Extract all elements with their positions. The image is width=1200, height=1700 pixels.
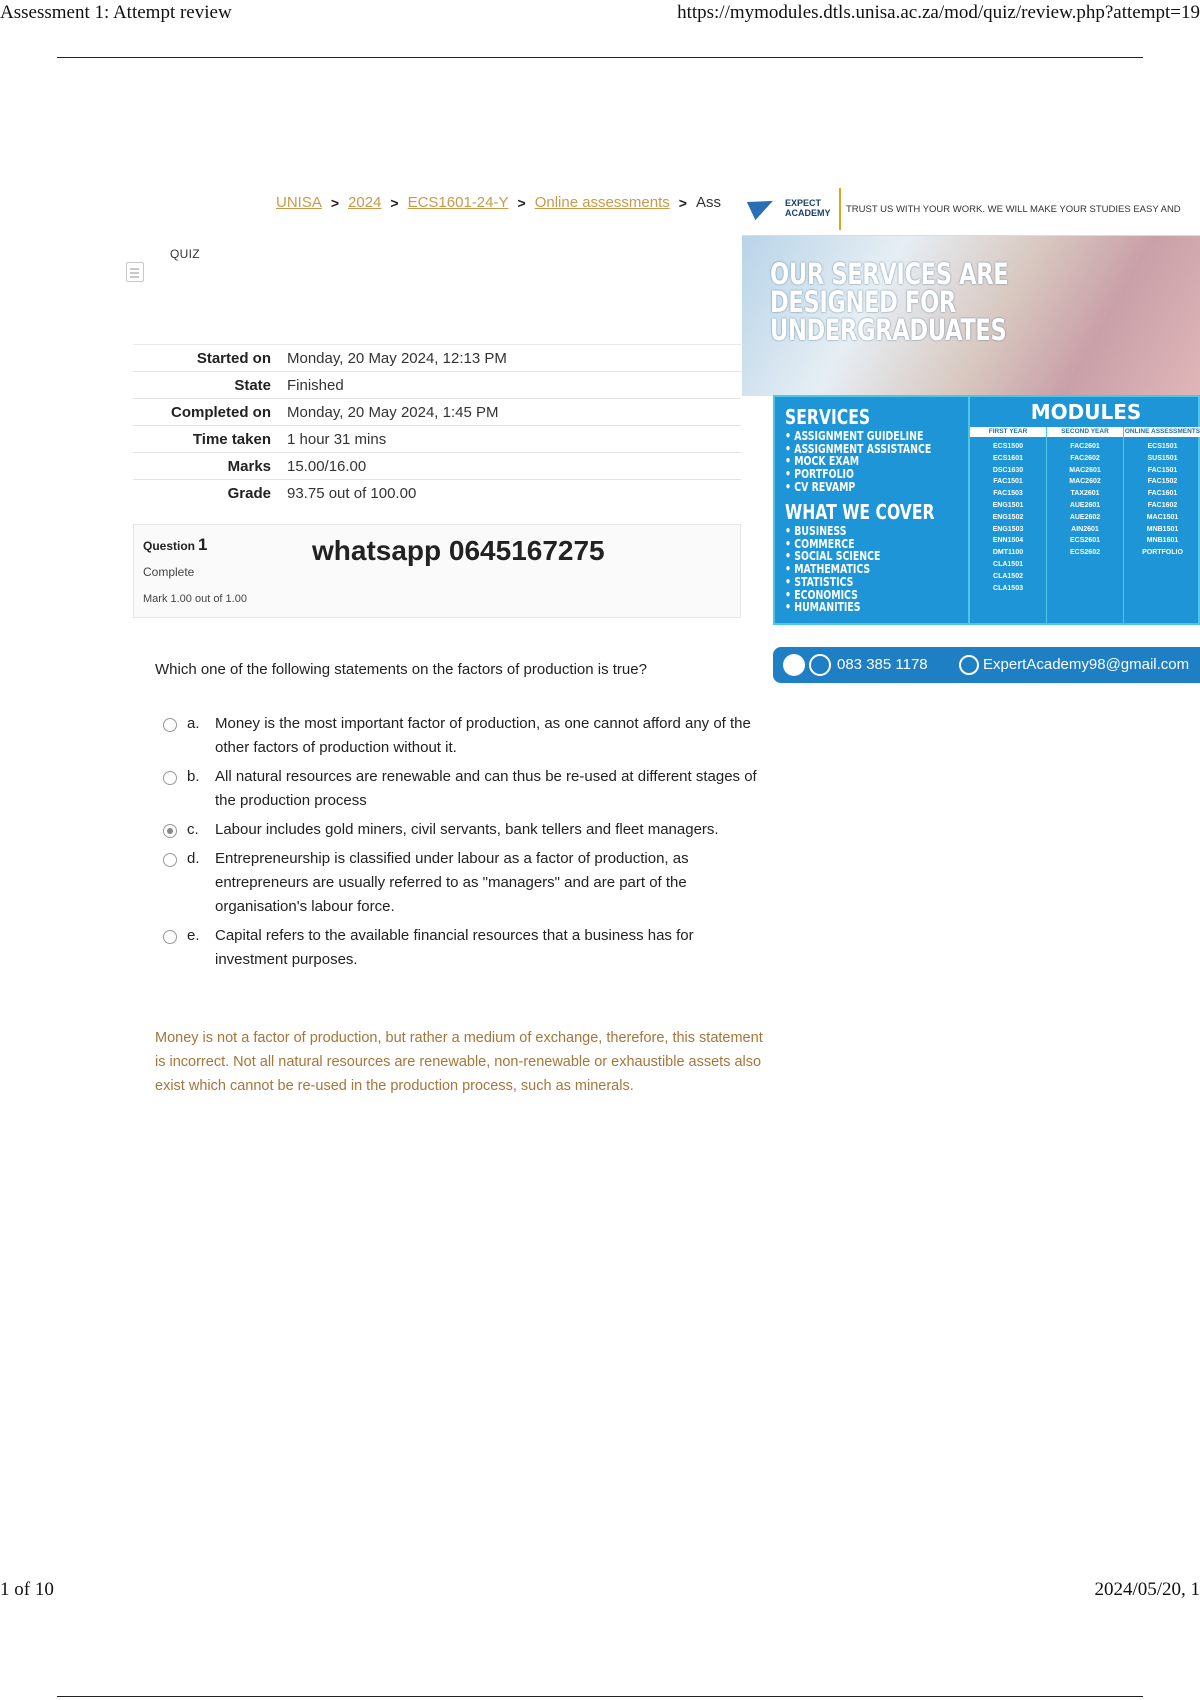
advert-phone: 083 385 1178 — [837, 656, 928, 673]
summary-value: Finished — [287, 376, 344, 394]
modules-columns — [970, 427, 1200, 623]
chevron-right-icon: > — [517, 194, 526, 211]
answer-feedback: Money is not a factor of production, but rather a medium of exchange, therefore, this statement is incorrect. Not all natural resources are renewable, non-renewable or exhaustible assets also exist which cannot be re-used in the production process, such as minerals. — [155, 1030, 763, 1094]
radio-button[interactable] — [163, 853, 177, 867]
answer-option-c[interactable] — [163, 818, 763, 842]
option-text: Entrepreneurship is classified under labour as a factor of production, as entrepreneurs are usually referred to as "managers" and are part of the organisation's labour force. — [215, 850, 689, 915]
module-code: FAC1602 — [1147, 501, 1178, 509]
summary-label: Time taken — [192, 430, 271, 448]
summary-row — [133, 425, 741, 452]
option-letter: c. — [187, 821, 199, 838]
option-letter: a. — [187, 715, 200, 732]
radio-button[interactable] — [163, 930, 177, 944]
advert-headline: OUR SERVICES ARE DESIGNED FOR UNDERGRADUATES — [770, 257, 1009, 347]
module-code: ENG1503 — [992, 525, 1024, 533]
module-code: ENN1504 — [992, 537, 1024, 545]
modules-column-header: ONLINE ASSESSMENTS — [1124, 428, 1200, 435]
module-code: ECS2601 — [1070, 537, 1100, 545]
module-code: MAC1501 — [1146, 513, 1179, 521]
summary-row — [133, 398, 741, 425]
phone-icon — [783, 654, 805, 676]
module-code: AUE2602 — [1069, 513, 1101, 521]
paper-plane-icon — [747, 192, 777, 220]
module-code: AIN2601 — [1071, 525, 1099, 533]
modules-column — [970, 427, 1047, 623]
pdf-header-url: https://mymodules.dtls.unisa.ac.za/mod/quiz/review.php?attempt=19 — [677, 2, 1200, 23]
chevron-right-icon: > — [390, 194, 399, 211]
service-item: • CV REVAMP — [785, 479, 856, 494]
question-number-value: 1 — [198, 535, 208, 554]
module-code: PORTFOLIO — [1142, 549, 1183, 557]
summary-row — [133, 371, 741, 398]
modules-table — [968, 397, 1200, 623]
option-letter: d. — [187, 850, 200, 867]
module-code: ECS2602 — [1070, 549, 1100, 557]
summary-row — [133, 344, 741, 371]
footer-rule — [57, 1696, 1143, 1697]
radio-button[interactable] — [163, 771, 177, 785]
answer-option-d[interactable] — [163, 847, 763, 919]
option-letter: b. — [187, 768, 200, 785]
answer-options — [163, 712, 763, 977]
option-letter: e. — [187, 927, 200, 944]
cover-item: • SOCIAL SCIENCE — [785, 549, 881, 564]
breadcrumb-current: Ass — [695, 194, 721, 211]
cover-item: • COMMERCE — [785, 536, 855, 551]
module-code: FAC2602 — [1070, 454, 1100, 462]
mail-icon — [959, 655, 979, 675]
module-code: AUE2601 — [1069, 501, 1101, 509]
module-code: FAC1503 — [993, 490, 1023, 498]
advert-contact-bar — [773, 647, 1200, 683]
whatsapp-icon — [809, 654, 831, 676]
answer-option-e[interactable] — [163, 924, 763, 972]
module-code: FAC2601 — [1070, 443, 1100, 450]
breadcrumb-unisa[interactable]: UNISA — [276, 194, 322, 211]
pdf-header-title: Assessment 1: Attempt review — [0, 2, 232, 23]
module-code: FAC1501 — [993, 478, 1023, 486]
divider — [839, 188, 841, 230]
quiz-label: QUIZ — [170, 247, 200, 261]
cover-item: • MATHEMATICS — [785, 562, 871, 577]
pdf-footer-page: 1 of 10 — [0, 1579, 54, 1600]
option-text: All natural resources are renewable and can thus be re-used at different stages of the production process — [215, 768, 757, 809]
module-code: CLA1503 — [993, 584, 1023, 592]
summary-value: 93.75 out of 100.00 — [287, 484, 417, 502]
summary-value: Monday, 20 May 2024, 12:13 PM — [287, 349, 507, 367]
modules-column — [1124, 427, 1200, 623]
question-label: Question — [143, 539, 196, 553]
quiz-icon — [126, 262, 144, 282]
services-list — [785, 430, 931, 494]
cover-item: • BUSINESS — [785, 524, 847, 538]
option-text: Labour includes gold miners, civil servants, bank tellers and fleet managers. — [215, 821, 719, 838]
breadcrumb-online-assessments[interactable]: Online assessments — [534, 194, 670, 211]
cover-list — [785, 525, 880, 614]
advert-banner — [742, 182, 1200, 688]
chevron-right-icon: > — [678, 194, 687, 211]
advert-tagline: TRUST US WITH YOUR WORK. WE WILL MAKE YOUR STUDIES EASY AND — [846, 204, 1181, 215]
modules-title: MODULES — [1030, 400, 1142, 424]
module-code: ECS1501 — [1147, 443, 1178, 450]
whatsapp-overlay: whatsapp 0645167275 — [312, 535, 605, 566]
module-code: FAC1501 — [1147, 466, 1178, 474]
summary-value: Monday, 20 May 2024, 1:45 PM — [287, 403, 499, 421]
advert-top-bar — [742, 182, 1200, 236]
module-code: ENG1501 — [992, 501, 1024, 509]
service-item: • ASSIGNMENT GUIDELINE — [785, 429, 924, 443]
pdf-footer-date: 2024/05/20, 1 — [1094, 1579, 1200, 1600]
summary-row — [133, 452, 741, 479]
services-title: SERVICES — [785, 405, 871, 429]
module-code: TAX2601 — [1070, 490, 1100, 498]
module-code: FAC1502 — [1147, 478, 1178, 486]
advert-email: ExpertAcademy98@gmail.com — [983, 656, 1190, 673]
service-item: • MOCK EXAM — [785, 454, 860, 469]
option-text: Money is the most important factor of production, as one cannot afford any of the other factors of production without it. — [215, 715, 751, 756]
module-code: DSC1630 — [992, 466, 1024, 474]
module-code: MNB1601 — [1146, 537, 1179, 545]
summary-label: State — [234, 376, 271, 394]
module-code: SUS1501 — [1147, 454, 1178, 462]
module-code: MNB1501 — [1146, 525, 1179, 533]
module-code: FAC1601 — [1147, 490, 1178, 498]
breadcrumb-year[interactable]: 2024 — [348, 194, 382, 211]
modules-column-header: FIRST YEAR — [970, 427, 1046, 437]
question-state: Complete — [143, 565, 195, 579]
module-code: CLA1502 — [993, 572, 1023, 580]
cover-item: • STATISTICS — [785, 574, 854, 589]
cover-title: WHAT WE COVER — [785, 500, 935, 524]
summary-row — [133, 479, 741, 506]
summary-label: Marks — [227, 457, 271, 475]
summary-label: Grade — [227, 484, 271, 502]
module-code: CLA1501 — [993, 560, 1023, 568]
module-code: MAC2602 — [1069, 478, 1101, 486]
modules-column — [1047, 427, 1124, 623]
question-mark: Mark 1.00 out of 1.00 — [143, 593, 247, 605]
radio-button[interactable] — [163, 718, 177, 732]
header-rule — [57, 57, 1143, 58]
modules-column-header: SECOND YEAR — [1047, 427, 1123, 437]
summary-label: Completed on — [171, 403, 271, 421]
advert-panel — [773, 395, 1200, 625]
answer-option-b[interactable] — [163, 765, 763, 813]
summary-value: 1 hour 31 mins — [287, 430, 387, 448]
cover-item: • ECONOMICS — [785, 587, 858, 602]
answer-option-a[interactable] — [163, 712, 763, 760]
summary-label: Started on — [196, 349, 271, 367]
breadcrumb-course[interactable]: ECS1601-24-Y — [407, 194, 509, 211]
question-number — [143, 535, 207, 555]
service-item: • PORTFOLIO — [785, 467, 854, 482]
summary-value: 15.00/16.00 — [287, 457, 367, 475]
cover-item: • HUMANITIES — [785, 600, 861, 615]
attempt-summary — [133, 344, 741, 506]
module-code: ECS1500 — [993, 443, 1023, 450]
chevron-right-icon: > — [330, 194, 340, 211]
module-code: ECS1601 — [993, 454, 1023, 462]
advert-brand: EXPECT ACADEMY — [785, 198, 831, 218]
service-item: • ASSIGNMENT ASSISTANCE — [785, 441, 932, 456]
module-code: ENG1502 — [992, 513, 1024, 521]
breadcrumb — [276, 194, 721, 211]
radio-button-checked[interactable] — [163, 824, 177, 838]
question-text: Which one of the following statements on the factors of production is true? — [155, 661, 647, 678]
option-text: Capital refers to the available financial resources that a business has for investment purposes. — [215, 927, 694, 968]
module-code: MAC2601 — [1069, 466, 1101, 474]
module-code: DMT1100 — [992, 549, 1024, 557]
